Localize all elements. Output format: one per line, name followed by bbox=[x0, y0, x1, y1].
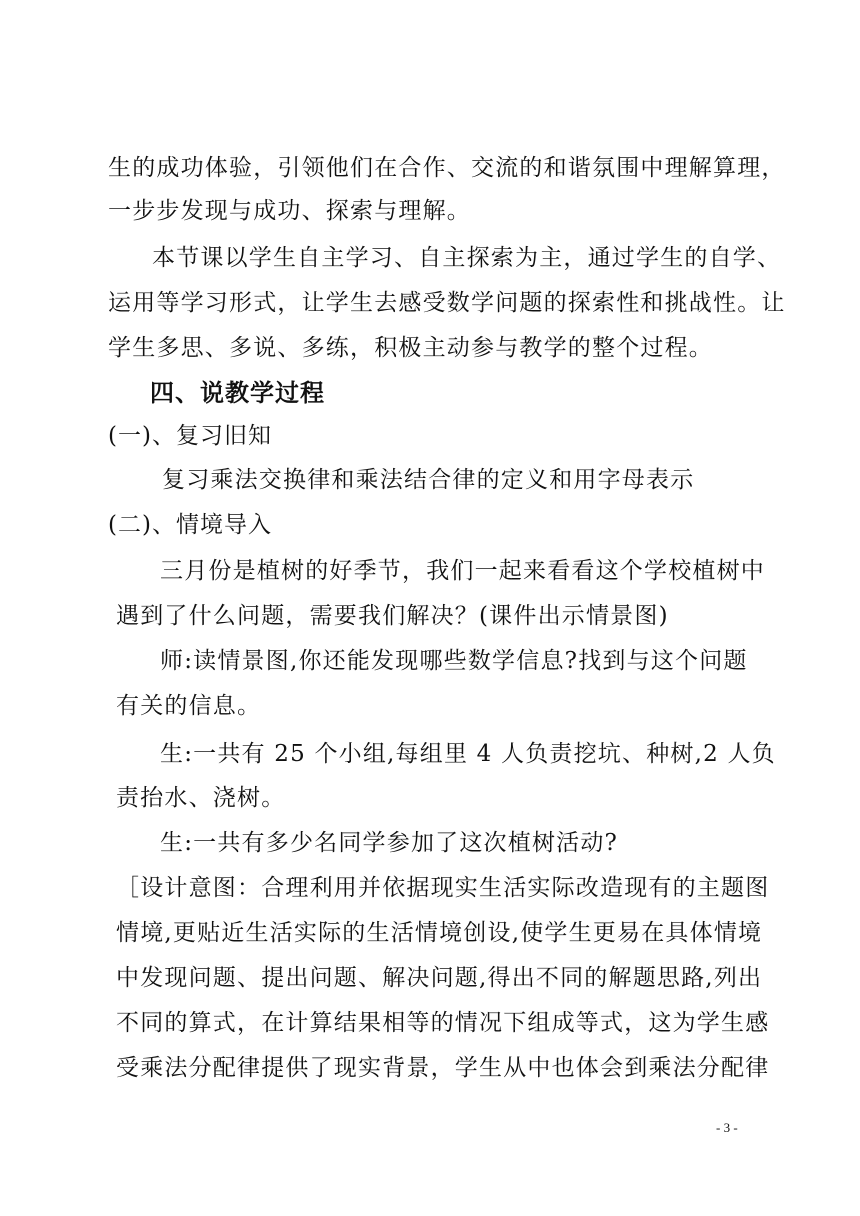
design-intent-line: 中发现问题、提出问题、解决问题,得出不同的解题思路,列出 bbox=[116, 965, 763, 991]
paragraph-line: 生的成功体验，引领他们在合作、交流的和谐氛围中理解算理， bbox=[108, 155, 786, 181]
paragraph-line: 一步步发现与成功、探索与理解。 bbox=[108, 198, 471, 224]
paragraph-line: 生:一共有多少名同学参加了这次植树活动? bbox=[160, 830, 619, 856]
paragraph-line: 学生多思、多说、多练，积极主动参与教学的整个过程。 bbox=[108, 335, 713, 361]
paragraph-line: 生:一共有 25 个小组,每组里 4 人负责挖坑、种树,2 人负 bbox=[160, 741, 776, 767]
paragraph-line: 运用等学习形式，让学生去感受数学问题的探索性和挑战性。让 bbox=[108, 290, 786, 316]
design-intent-line: ［设计意图：合理利用并依据现实生活实际改造现有的主题图 bbox=[116, 875, 770, 901]
section-heading: 四、说教学过程 bbox=[150, 378, 325, 407]
paragraph-line: 本节课以学生自主学习、自主探索为主，通过学生的自学、 bbox=[152, 245, 782, 271]
paragraph-line: 三月份是植树的好季节，我们一起来看看这个学校植树中 bbox=[160, 558, 765, 584]
paragraph-line: 有关的信息。 bbox=[116, 693, 262, 719]
paragraph-line: 遇到了什么问题，需要我们解决？(课件出示情景图) bbox=[116, 603, 669, 629]
paragraph-line: 复习乘法交换律和乘法结合律的定义和用字母表示 bbox=[162, 467, 695, 493]
design-intent-line: 不同的算式，在计算结果相等的情况下组成等式，这为学生感 bbox=[116, 1010, 770, 1036]
paragraph-line: 师:读情景图,你还能发现哪些数学信息?找到与这个问题 bbox=[160, 648, 748, 674]
paragraph-line: 责抬水、浇树。 bbox=[116, 785, 286, 811]
subsection-heading-review: (一)、复习旧知 bbox=[108, 423, 272, 449]
subsection-heading-situation: (二)、情境导入 bbox=[108, 512, 272, 538]
page-number: - 3 - bbox=[716, 1120, 738, 1135]
design-intent-line: 受乘法分配律提供了现实背景，学生从中也体会到乘法分配律 bbox=[116, 1055, 770, 1081]
design-intent-line: 情境,更贴近生活实际的生活情境创设,使学生更易在具体情境 bbox=[116, 920, 763, 946]
